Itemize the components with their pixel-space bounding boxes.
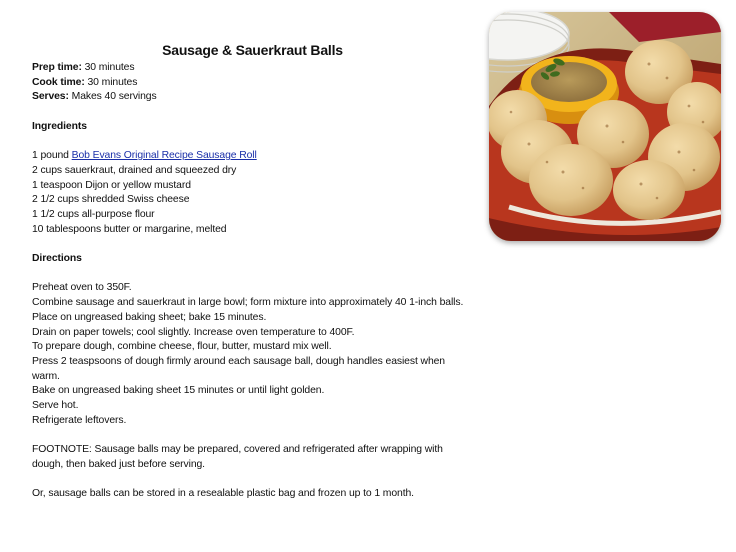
direction-step: Bake on ungreased baking sheet 15 minutes or until light golden. xyxy=(32,385,325,397)
prep-time-value: 30 minutes xyxy=(84,62,135,73)
direction-step: Place on ungreased baking sheet; bake 15 minutes. xyxy=(32,311,267,323)
serves xyxy=(32,90,472,105)
storage-note: Or, sausage balls can be stored in a resealable plastic bag and frozen up to 1 month. xyxy=(32,488,414,500)
direction-step: Refrigerate leftovers. xyxy=(32,414,127,426)
direction-step: Preheat oven to 350F. xyxy=(32,282,132,294)
page-title: Sausage & Sauerkraut Balls xyxy=(162,42,343,58)
direction-step: Serve hot. xyxy=(32,400,79,412)
direction-step: Press 2 teaspsoons of dough firmly around each sausage ball, dough handles easiest when warm. xyxy=(32,356,445,382)
serves-label: Serves: xyxy=(32,91,69,103)
cook-time-label: Cook time: xyxy=(32,76,85,88)
recipe-body xyxy=(32,61,472,502)
ingredient-item: 1 teaspoon Dijon or yellow mustard xyxy=(32,179,191,191)
direction-step: To prepare dough, combine cheese, flour, butter, mustard mix well. xyxy=(32,341,332,353)
ingredient-item: 2 1/2 cups shredded Swiss cheese xyxy=(32,194,190,206)
ingredient-item xyxy=(32,149,472,164)
ingredient-item: 10 tablespoons butter or margarine, melted xyxy=(32,223,227,235)
footnote: FOOTNOTE: Sausage balls may be prepared, covered and refrigerated after wrapping with dough, then baked just before serving. xyxy=(32,444,443,470)
ingredients-heading: Ingredients xyxy=(32,120,87,132)
directions-heading: Directions xyxy=(32,253,82,265)
food-photo xyxy=(489,12,721,241)
sausage-roll-link[interactable]: Bob Evans Original Recipe Sausage Roll xyxy=(71,150,257,162)
direction-step: Combine sausage and sauerkraut in large bowl; form mixture into approximately 40 1-inch balls. xyxy=(32,297,464,309)
direction-step: Drain on paper towels; cool slightly. Increase oven temperature to 400F. xyxy=(32,326,355,338)
ingredient-prefix: 1 pound xyxy=(32,150,72,162)
prep-time-label: Prep time: xyxy=(32,62,82,73)
ingredient-item: 1 1/2 cups all-purpose flour xyxy=(32,209,155,220)
ingredient-item: 2 cups sauerkraut, drained and squeezed dry xyxy=(32,164,237,176)
cook-time-value: 30 minutes xyxy=(87,76,138,88)
prep-time xyxy=(32,61,472,76)
serves-value: Makes 40 servings xyxy=(71,91,157,103)
food-photo-illustration xyxy=(489,12,721,241)
cook-time xyxy=(32,76,472,91)
